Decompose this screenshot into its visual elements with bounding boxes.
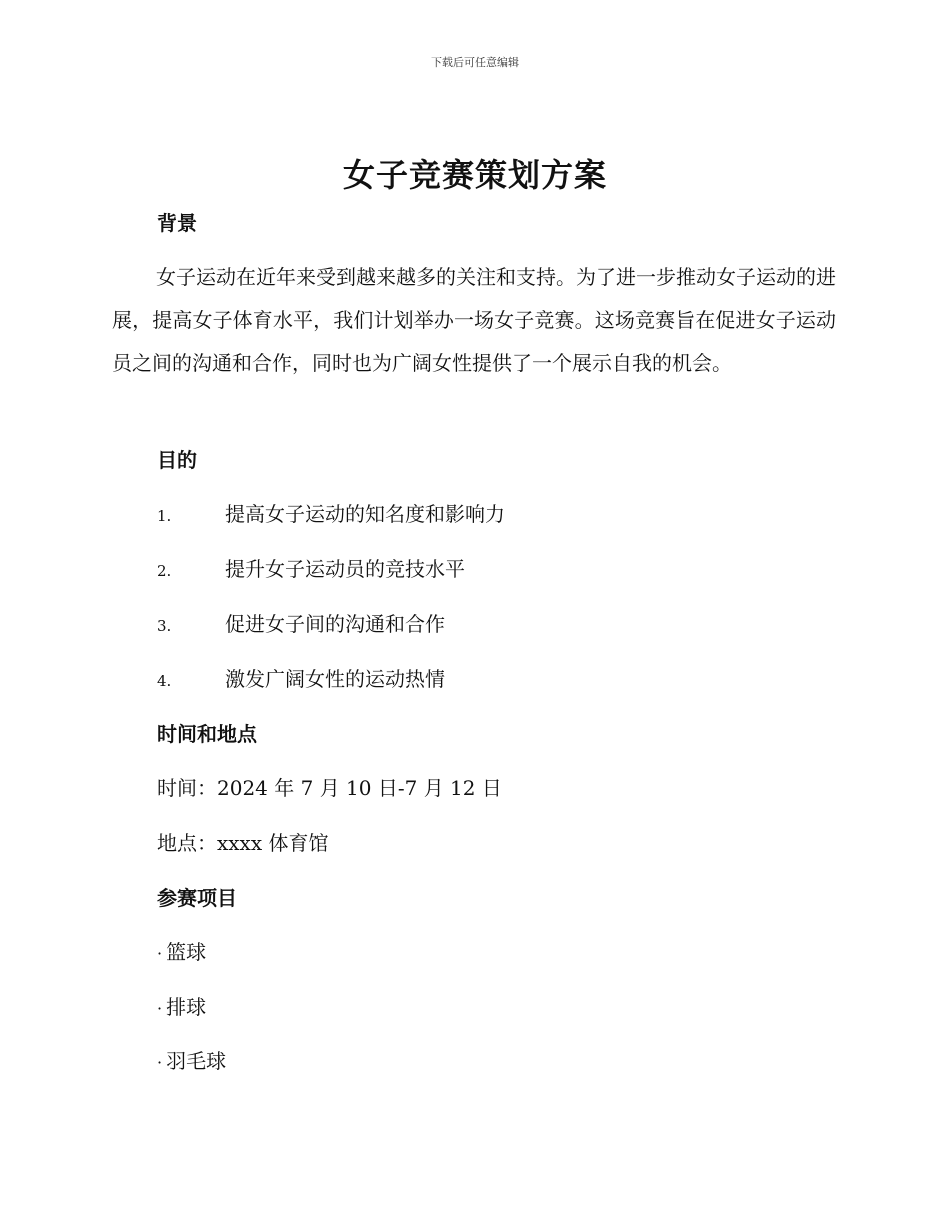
document-title: 女子竞赛策划方案 [342, 156, 607, 194]
bullet-point: · [157, 944, 163, 963]
section-heading-events: 参赛项目 [157, 886, 237, 910]
section-heading-time-place: 时间和地点 [157, 722, 257, 746]
event-time: 时间：2024 年 7 月 10 日-7 月 12 日 [157, 776, 502, 800]
list-text: 促进女子间的沟通和合作 [225, 612, 445, 636]
goal-list-item [157, 663, 445, 692]
list-text: 排球 [166, 995, 207, 1019]
list-number: 3. [157, 617, 172, 635]
header-note: 下载后可任意编辑 [431, 56, 519, 69]
background-paragraph: 女子运动在近年来受到越来越多的关注和支持。为了进一步推动女子运动的进展，提高女子体育水平，我们计划举办一场女子竞赛。这场竞赛旨在促进女子运动员之间的沟通和合作，同时也为广阔女性提供了一个展示自我的机会。 [112, 265, 836, 375]
list-text: 提高女子运动的知名度和影响力 [225, 502, 505, 526]
goal-list-item [157, 608, 445, 637]
list-text: 篮球 [166, 940, 207, 964]
event-place: 地点：xxxx 体育馆 [157, 831, 329, 855]
list-number: 4. [157, 672, 172, 690]
section-heading-goals: 目的 [157, 448, 197, 472]
list-number: 2. [157, 562, 172, 580]
event-list-item [157, 1045, 226, 1074]
list-text: 羽毛球 [166, 1049, 227, 1073]
goal-list-item [157, 498, 505, 527]
bullet-point: · [157, 999, 163, 1018]
goal-list-item [157, 553, 465, 582]
bullet-point: · [157, 1053, 163, 1072]
event-list-item [157, 936, 206, 965]
list-text: 提升女子运动员的竞技水平 [225, 557, 465, 581]
section-heading-background: 背景 [157, 211, 197, 235]
list-text: 激发广阔女性的运动热情 [225, 667, 445, 691]
list-number: 1. [157, 507, 172, 525]
event-list-item [157, 991, 206, 1020]
